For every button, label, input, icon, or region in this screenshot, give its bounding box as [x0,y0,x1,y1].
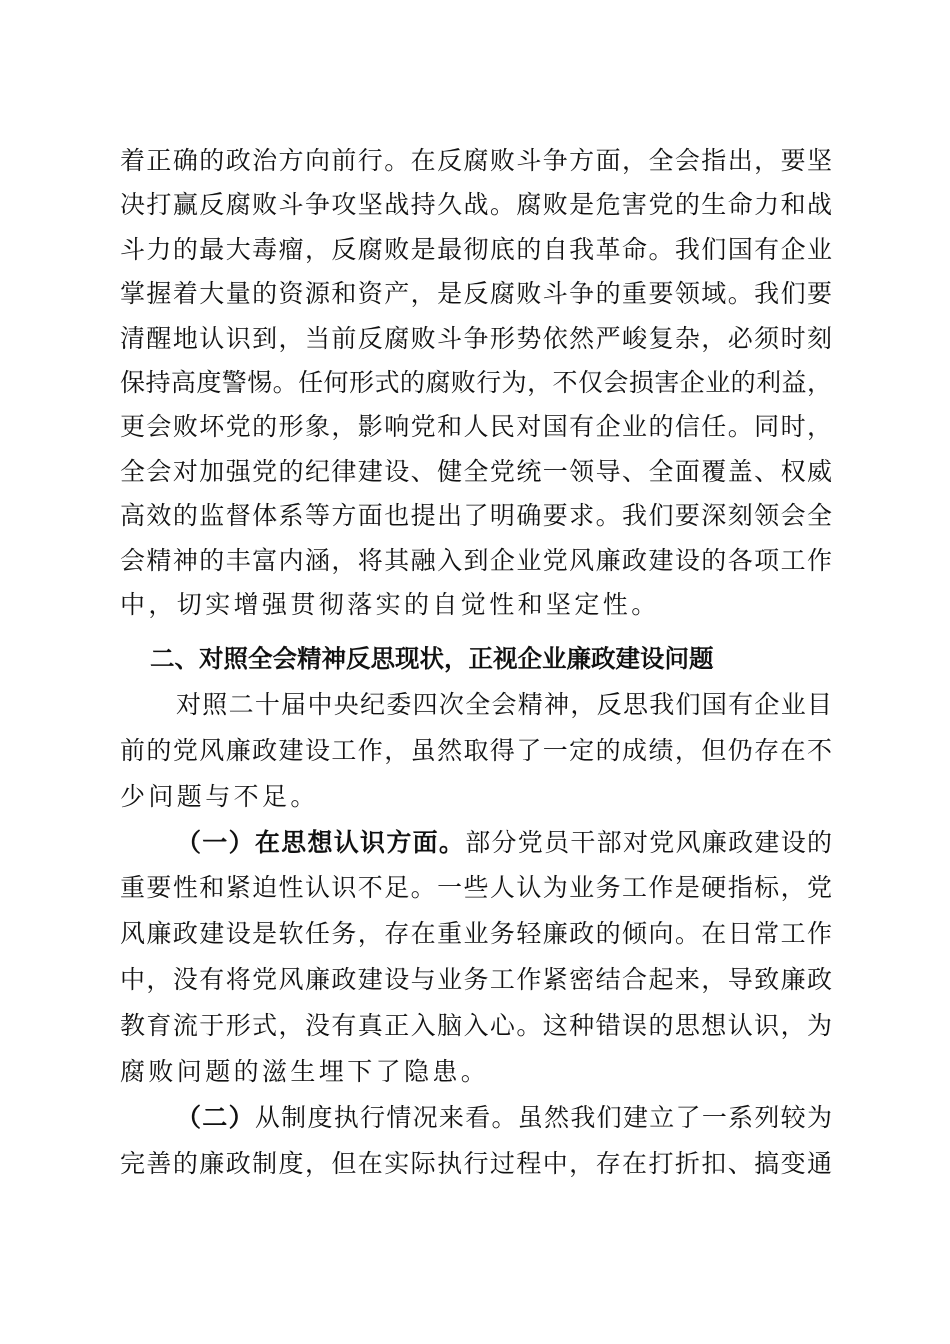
text-line: 高效的监督体系等方面也提出了明确要求。我们要深刻领会全 [120,501,832,531]
text-line: 全会对加强党的纪律建设、健全党统一领导、全面覆盖、权威 [120,456,832,486]
text-line [120,1099,832,1145]
text-line: 着正确的政治方向前行。在反腐败斗争方面，全会指出，要坚 [120,146,832,175]
text-line: 清醒地认识到，当前反腐败斗争形势依然严峻复杂，必须时刻 [120,323,832,353]
text-line: 斗力的最大毒瘤，反腐败是最彻底的自我革命。我们国有企业 [120,234,832,264]
text-line: 前的党风廉政建设工作，虽然取得了一定的成绩，但仍存在不 [120,735,832,765]
text-span: 部分党员干部对党风廉政建设的 [465,827,832,857]
text-line: 风廉政建设是软任务，存在重业务轻廉政的倾向。在日常工作 [120,919,832,949]
text-line: 保持高度警惕。任何形式的腐败行为，不仅会损害企业的利益， [120,367,832,397]
text-line: 腐败问题的滋生埋下了隐患。 [120,1057,490,1087]
text-line: 教育流于形式，没有真正入脑入心。这种错误的思想认识，为 [120,1011,832,1041]
text-line: 少问题与不足。 [120,781,319,811]
text-line: 决打赢反腐败斗争攻坚战持久战。腐败是危害党的生命力和战 [120,190,832,220]
text-line [120,824,832,870]
section-heading: 二、对照全会精神反思现状，正视企业廉政建设问题 [150,644,714,673]
text-line: 重要性和紧迫性认识不足。一些人认为业务工作是硬指标，党 [120,873,832,903]
subsection-lead: （二） [176,1102,255,1132]
text-line: 掌握着大量的资源和资产，是反腐败斗争的重要领域。我们要 [120,279,832,309]
subsection-lead: （一）在思想认识方面。 [176,827,466,857]
text-line: 会精神的丰富内涵，将其融入到企业党风廉政建设的各项工作 [120,545,832,575]
text-line: 中，没有将党风廉政建设与业务工作紧密结合起来，导致廉政 [120,965,832,995]
text-span: 从制度执行情况来看。虽然我们建立了一系列较为 [254,1102,832,1132]
text-line: 完善的廉政制度，但在实际执行过程中，存在打折扣、搞变通 [120,1148,832,1178]
text-line: 更会败坏党的形象，影响党和人民对国有企业的信任。同时， [120,412,832,442]
text-line: 对照二十届中央纪委四次全会精神，反思我们国有企业目 [176,689,832,719]
document-body-top [120,142,832,630]
document-body-bottom [120,640,832,1191]
text-line: 中，切实增强贯彻落实的自觉性和坚定性。 [120,589,660,619]
